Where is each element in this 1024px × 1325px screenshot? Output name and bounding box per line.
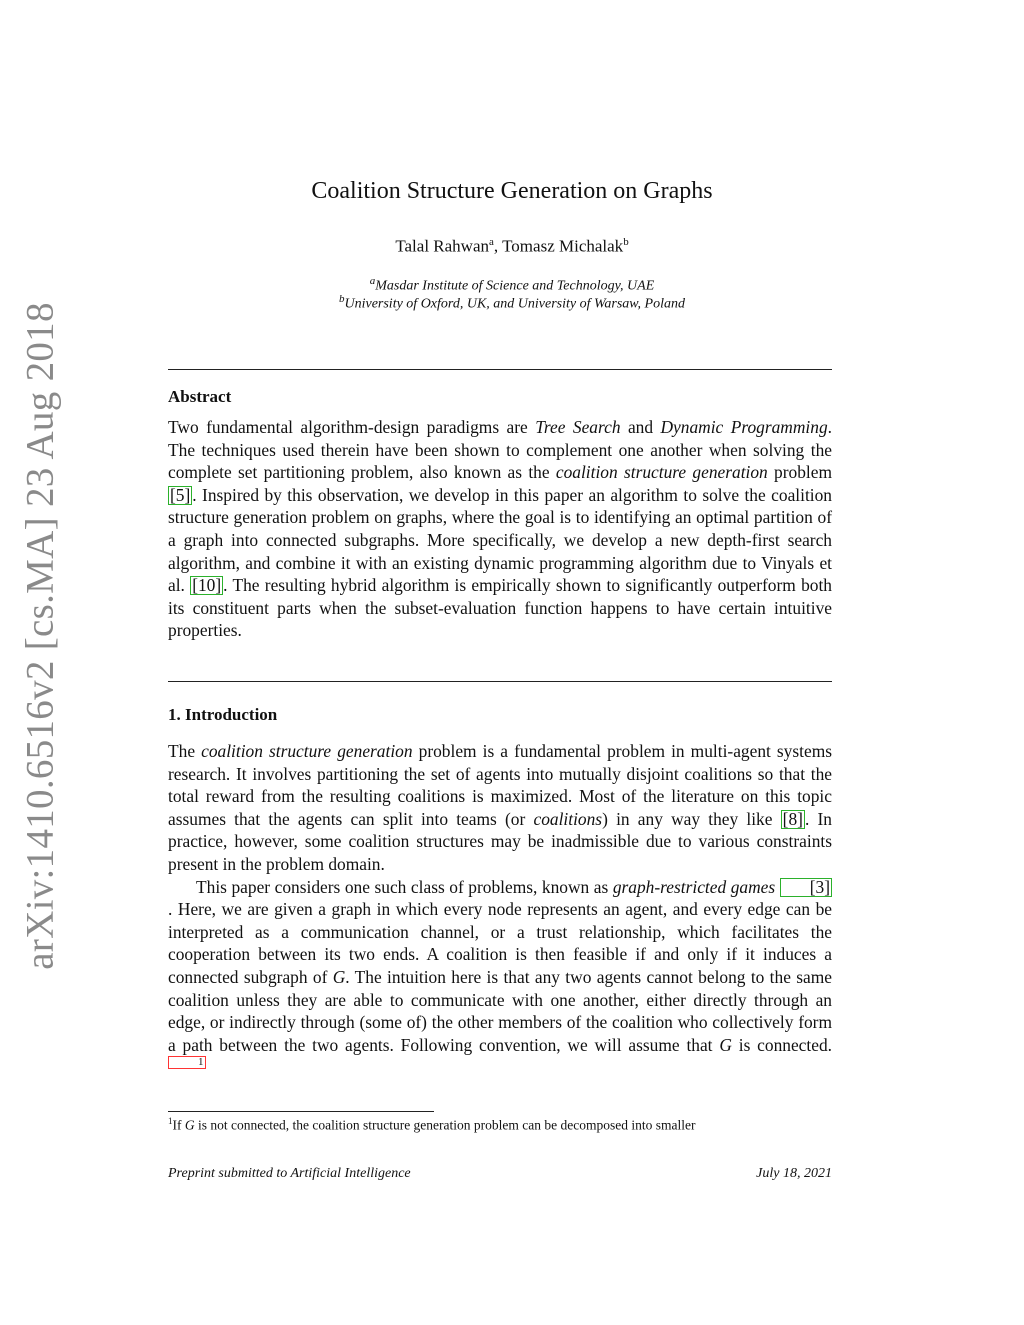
- citation-link-3[interactable]: [3]: [780, 878, 832, 897]
- math-symbol-G: G: [719, 1034, 732, 1055]
- intro-text: This paper considers one such class of problems, known as: [196, 876, 613, 897]
- abstract-bottom-rule: [168, 681, 832, 682]
- preprint-notice: Preprint submitted to Artificial Intelligence: [168, 1166, 411, 1181]
- intro-text: . In practice, however, some coalition structures may be inadmissible due to various constraints present in the problem domain.: [168, 808, 832, 874]
- abstract-text: . The resulting hybrid algorithm is empirically shown to significantly outperform both its constituent parts when the subset-evaluation function happens to have certain intuitive properties.: [168, 575, 833, 641]
- author-rahwan: Talal Rahwan: [395, 236, 490, 256]
- footnote-link-1[interactable]: 1: [168, 1056, 206, 1069]
- footnote-text: is not connected, the coalition structure generation problem can be decomposed into smaller: [194, 1117, 696, 1133]
- paper-title: Coalition Structure Generation on Graphs: [311, 178, 713, 204]
- abstract-term-csg: coalition structure generation: [555, 462, 768, 483]
- math-symbol-G: G: [184, 1117, 195, 1133]
- intro-text: . Here, we are given a graph in which every node represents an agent, and every edge can be interpreted as a communication channel, or a trust relationship, which facilitates the cooperation between its two ends. A coalition is then feasible if and only if it induces a connected subgraph of: [168, 899, 832, 987]
- affiliation-b-text: University of Oxford, UK, and University of Warsaw, Poland: [344, 296, 686, 312]
- citation-link-5[interactable]: [5]: [170, 484, 191, 505]
- citation-link-8[interactable]: [8]: [782, 808, 803, 829]
- intro-text: The: [168, 741, 202, 761]
- introduction-body: [168, 740, 832, 1079]
- intro-text: is connected.: [731, 1034, 832, 1055]
- footnote-1: [168, 1116, 832, 1134]
- abstract-top-rule: [168, 369, 832, 370]
- intro-term-coalitions: coalitions: [533, 808, 603, 829]
- abstract-term-dynamic-programming: Dynamic Programming: [660, 417, 828, 437]
- intro-paragraph-2: [168, 876, 832, 1079]
- author-separator: ,: [493, 236, 503, 256]
- affiliation-b: [0, 293, 1024, 313]
- author-line: [0, 236, 1024, 257]
- affiliation-a-mark: a: [369, 275, 376, 287]
- intro-text: . The intuition here is that any two agents cannot belong to the same coalition unless they are able to communicate with one another, either directly through an edge, or indirectly through (some of) the other members of the coalition who collectively form a path between the two agents. Following convention, we will assume that: [168, 966, 832, 1055]
- footnote-text: If: [172, 1117, 185, 1133]
- intro-term-csg: coalition structure generation: [201, 741, 413, 761]
- abstract-body: [168, 416, 832, 642]
- abstract-term-tree-search: Tree Search: [535, 417, 621, 437]
- intro-term-graph-restricted-games: graph-restricted games: [612, 876, 776, 897]
- footer-date: July 18, 2021: [756, 1166, 832, 1181]
- footnote-mark: 1: [168, 1116, 173, 1126]
- abstract-text: . Inspired by this observation, we develop in this paper an algorithm to solve the coalition structure generation problem on graphs, where the goal is to identifying an optimal partition of a graph into connected subgraphs. More specifically, we develop a new depth-first search algorithm, and combine it with an existing dynamic programming algorithm due to Vinyals et al.: [168, 484, 832, 596]
- affiliation-a-text: Masdar Institute of Science and Technology, UAE: [375, 278, 655, 294]
- abstract-heading: Abstract: [168, 387, 232, 406]
- arxiv-identifier: arXiv:1410.6516v2 [cs.MA] 23 Aug 2018: [18, 302, 62, 970]
- intro-text: problem is a fundamental problem in multi-agent systems research. It involves partitioning the set of agents into mutually disjoint coalitions so that the total reward from the resulting coalitions is maximized. Most of the literature on this topic assumes that the agents can split into teams (or: [168, 741, 832, 829]
- affiliation-b-mark: b: [338, 293, 345, 305]
- abstract-text: and: [620, 417, 661, 437]
- abstract-text: Two fundamental algorithm-design paradigms are: [168, 417, 536, 437]
- math-symbol-G: G: [332, 966, 346, 987]
- intro-text: ) in any way they like: [602, 808, 781, 829]
- author-michalak-affil-mark: b: [623, 236, 629, 248]
- footnote-rule: [168, 1111, 434, 1112]
- intro-paragraph-1: [168, 740, 832, 876]
- abstract-text: problem: [767, 462, 832, 483]
- affiliation-a: [0, 275, 1024, 295]
- section-heading-introduction: 1. Introduction: [168, 705, 278, 724]
- citation-link-10[interactable]: [10]: [192, 575, 222, 596]
- abstract-text: . The techniques used therein have been shown to complement one another when solving the complete set partitioning problem, also known as the: [168, 417, 832, 483]
- author-rahwan-affil-mark: a: [489, 236, 494, 248]
- author-michalak: Tomasz Michalak: [502, 236, 624, 256]
